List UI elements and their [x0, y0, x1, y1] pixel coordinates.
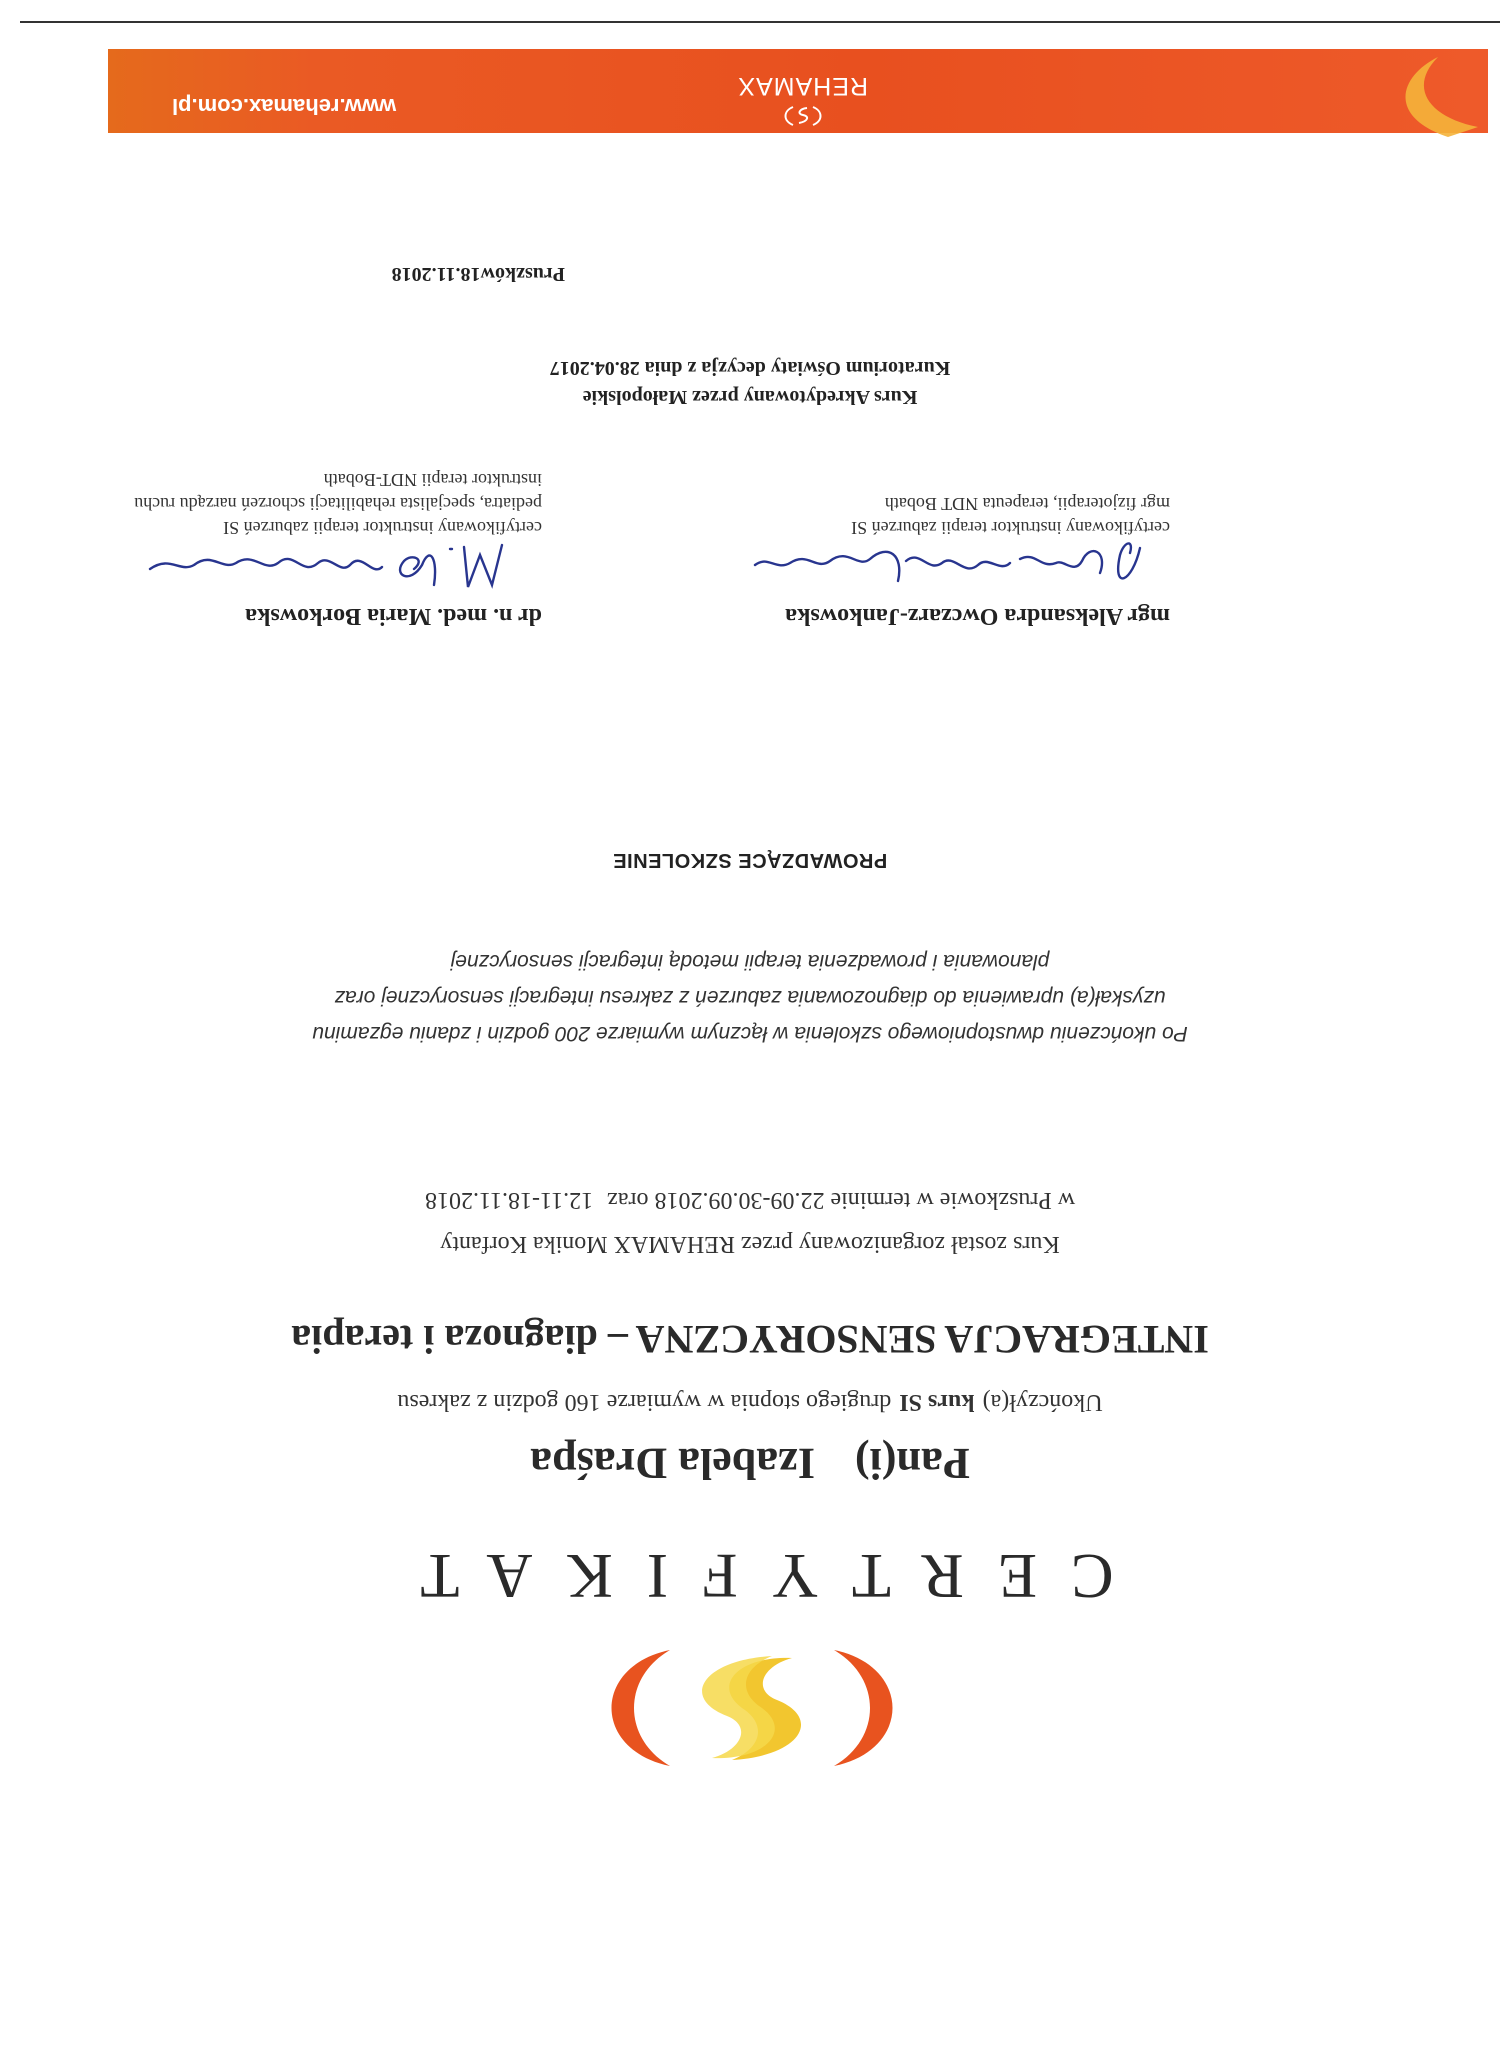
dates-joiner: oraz: [607, 1187, 649, 1213]
instructors-heading: PROWADZĄCE SZKOLENIE: [612, 849, 888, 871]
description-line-3: planowania i prowadzenia terapii metodą integracji sensorycznej: [450, 950, 1050, 973]
instructor-line: certyfikowany instruktor terapii zaburzeń SI: [223, 518, 542, 538]
description-line-2: uzyskał(a) uprawienia do diagnozowania zaburzeń z zakresu integracji sensorycznej oraz: [334, 986, 1166, 1009]
issue-place-date: Pruszków18.11.2018: [391, 263, 565, 285]
footer-url: www.rehamax.com.pl: [172, 94, 397, 119]
dates-range-2: 12.11-18.11.2018: [424, 1187, 594, 1213]
description-line-1: Po ukończeniu dwustopniowego szkolenia w łącznym wymiarze 200 godzin i zdaniu egzaminu: [312, 1022, 1188, 1045]
footer-brand: [738, 71, 868, 127]
recipient-prefix: Pan(i): [854, 1439, 970, 1488]
completion-prefix: Ukończył(a): [982, 1389, 1103, 1415]
dates-prefix: w Pruszkowie w terminie: [830, 1187, 1076, 1213]
instructor-name: dr n. med. Maria Borkowska: [245, 603, 542, 629]
scan-edge-line: [20, 21, 1500, 23]
recipient-name: Izabela Draśpa: [530, 1439, 815, 1488]
instructor-line: instruktor terapii NDT-Bobath: [323, 470, 542, 490]
instructor-name: mgr Aleksandra Owczarz-Jankowska: [785, 603, 1170, 629]
signature-borkowska-icon: [102, 525, 522, 605]
instructor-line: pediatra, specjalista rehabilitacji schorzeń narządu ruchu: [134, 494, 542, 514]
accreditation-line-1: Kurs Akredytowany przez Małopolskie: [582, 386, 918, 408]
accreditation-line-2: Kuratorium Oświaty decyzja z dnia 28.04.2017: [549, 357, 951, 379]
rehamax-logo-icon: [552, 1638, 952, 1778]
certificate-title: CERTYFIKAT: [386, 1541, 1114, 1612]
recipient-line: [0, 1438, 1500, 1489]
completion-suffix: drugiego stopnia w wymiarze 160 godzin z zakresu: [397, 1389, 892, 1415]
organized-by: Kurs został zorganizowany przez REHAMAX Monika Korfanty: [440, 1231, 1060, 1257]
instructor-line: certyfikowany instruktor terapii zaburzeń SI: [851, 518, 1170, 538]
instructor-left: [650, 492, 1170, 629]
footer-swirl-icon: [1358, 37, 1488, 147]
accreditation: [0, 353, 1500, 411]
dates-range-1: 22.09-30.09.2018: [654, 1187, 825, 1213]
instructor-right: [22, 468, 542, 629]
course-dates: [0, 1186, 1500, 1213]
footer-logo-icon: [781, 105, 825, 127]
completion-line: [0, 1388, 1500, 1415]
completion-course-short: kurs SI: [899, 1389, 975, 1415]
course-title: INTEGRACJA SENSORYCZNA – diagnoza i terapia: [291, 1317, 1209, 1362]
footer-bar: [108, 49, 1488, 133]
signature-owczarz-icon: [740, 523, 1160, 603]
footer-brand-name: REHAMAX: [737, 72, 868, 100]
instructor-line: mgr fizjoterapii, terapeuta NDT Bobath: [884, 494, 1170, 514]
